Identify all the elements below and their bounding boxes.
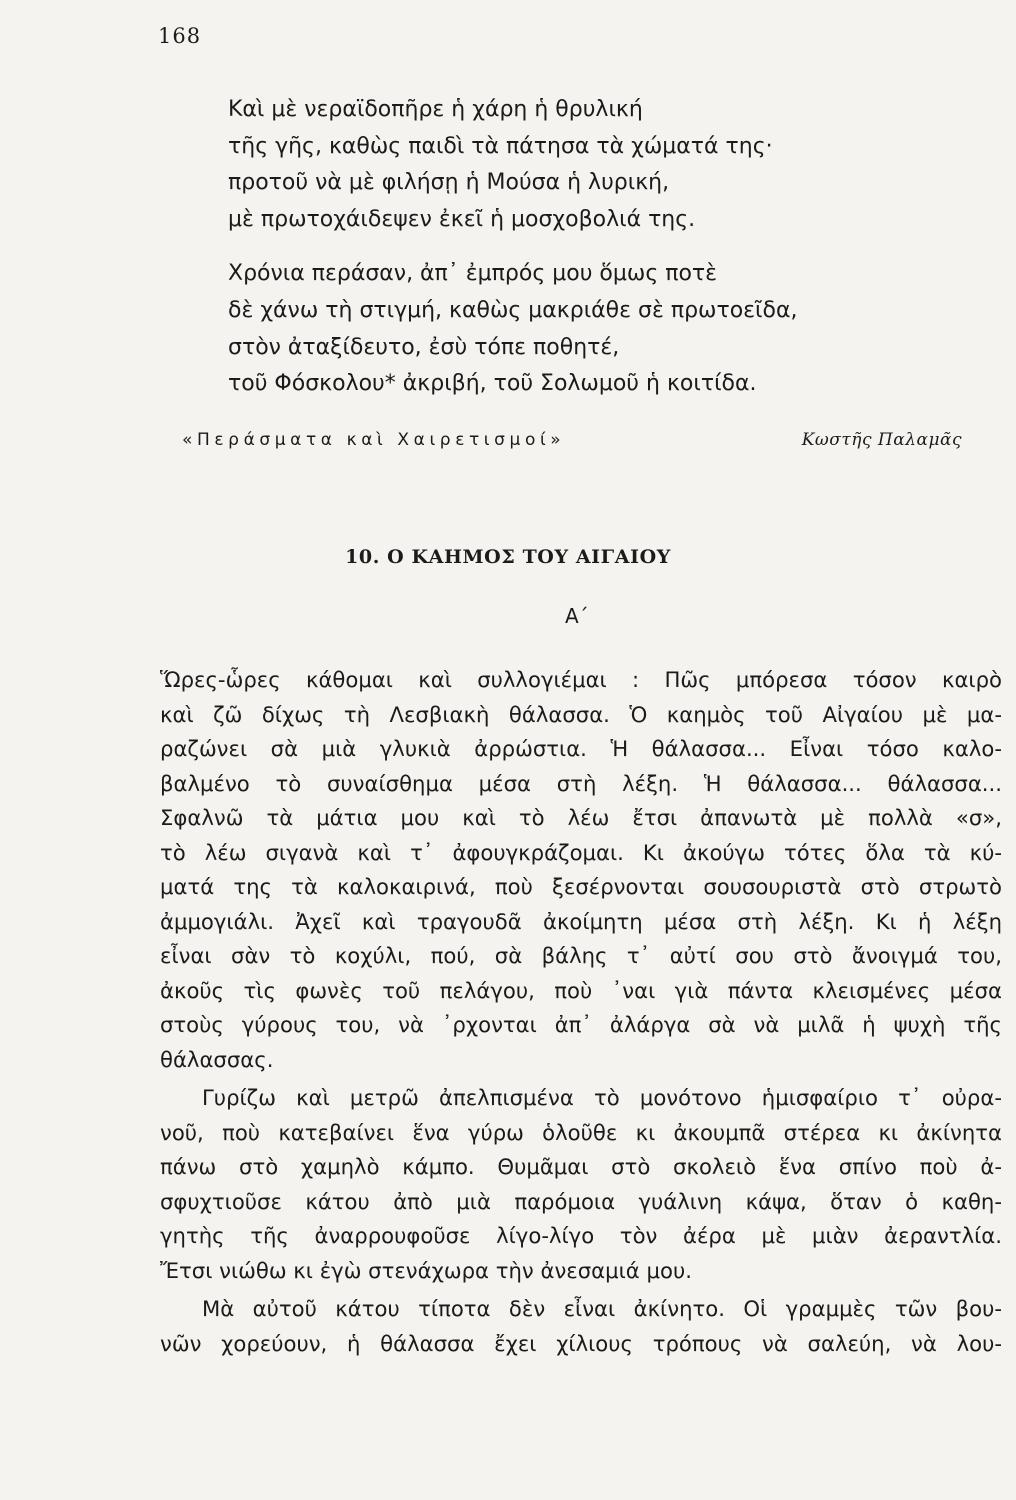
paragraph-1 (160, 663, 1002, 1077)
poem-excerpt (228, 92, 988, 421)
poem-line: προτοῦ νὰ μὲ φιλήσῃ ἡ Μούσα ἡ λυρική, (228, 170, 670, 196)
poem-stanza-2 (228, 256, 988, 402)
text-line: ἀκοῦς τὶς φωνὲς τοῦ πελάγου, ποὺ ᾿ναι γιὰ πάντα κλεισμένες μέσα (160, 977, 1002, 1003)
poem-line: Χρόνια περάσαν, ἀπ᾿ ἐμπρός μου ὅμως ποτὲ (228, 261, 718, 287)
paragraph-2 (160, 1081, 1002, 1288)
poem-attribution (182, 430, 962, 460)
text-line: Μὰ αὐτοῦ κάτου τίποτα δὲν εἶναι ἀκίνητο. Οἱ γραμμὲς τῶν βου- (202, 1296, 1002, 1321)
text-line: στοὺς γύρους του, νὰ ᾿ρχονται ἀπ᾿ ἀλάργα σὰ νὰ μιλᾶ ἡ ψυχὴ τῆς (160, 1012, 1002, 1037)
text-line: εἶναι σὰν τὸ κοχύλι, πού, σὰ βάλης τ᾿ αὐτί σου στὸ ἄνοιγμά του, (160, 943, 1002, 968)
poem-line: τῆς γῆς, καθὼς παιδὶ τὰ πάτησα τὰ χώματά της· (228, 133, 773, 159)
poem-stanza-1 (228, 92, 988, 238)
poem-line: Καὶ μὲ νεραϊδοπῆρε ἡ χάρη ἡ θρυλική (228, 97, 643, 122)
poem-line: στὸν ἀταξίδευτο, ἐσὺ τόπε ποθητέ, (228, 334, 620, 360)
text-line: σφυχτιοῦσε κάτου ἀπὸ μιὰ παρόμοια γυάλινη κάψα, ὅταν ὁ καθη- (160, 1188, 1002, 1214)
text-line: Γυρίζω καὶ μετρῶ ἀπελπισμένα τὸ μονότονο ἡμισφαίριο τ᾿ οὐρα- (202, 1085, 1002, 1110)
text-line: γητὴς τῆς ἀναρρουφοῦσε λίγο-λίγο τὸν ἀέρα μὲ μιὰν ἀεραντλία. (160, 1223, 1002, 1248)
prose-body (160, 663, 1002, 1361)
text-line: θάλασσας. (160, 1046, 274, 1072)
text-line: Σφαλνῶ τὰ μάτια μου καὶ τὸ λέω ἔτσι ἀπανωτὰ μὲ πολλὰ «σ», (160, 805, 1002, 830)
paragraph-3 (160, 1292, 1002, 1361)
poem-author: Κωστῆς Παλαμᾶς (801, 430, 962, 450)
poem-source: «Περάσματα καὶ Χαιρετισμοί» (182, 430, 566, 450)
text-line: ἀμμογιάλι. Ἀχεῖ καὶ τραγουδᾶ ἀκοίμητη μέσα στὴ λέξη. Κι ἡ λέξη (160, 908, 1002, 934)
section-label: Α΄ (565, 604, 589, 628)
text-line: τὸ λέω σιγανὰ καὶ τ᾿ ἀφουγκράζομαι. Κι ἀκούγω τότες ὅλα τὰ κύ- (160, 839, 1002, 865)
chapter-title: 10. Ο ΚΑΗΜΟΣ ΤΟΥ ΑΙΓΑΙΟΥ (345, 546, 671, 568)
text-line: νοῦ, ποὺ κατεβαίνει ἕνα γύρω ὁλοῦθε κι ἀκουμπᾶ στέρεα κι ἀκίνητα (160, 1119, 1002, 1145)
page-number: 168 (158, 24, 202, 48)
text-line: νῶν χορεύουν, ἡ θάλασσα ἔχει χίλιους τρόπους νὰ σαλεύη, νὰ λου- (160, 1330, 1002, 1356)
poem-line: μὲ πρωτοχάιδεψεν ἐκεῖ ἡ μοσχοβολιά της. (228, 206, 696, 232)
text-line: καὶ ζῶ δίχως τὴ Λεσβιακὴ θάλασσα. Ὁ καημὸς τοῦ Αἰγαίου μὲ μα- (160, 701, 1002, 727)
text-line: βαλμένο τὸ συναίσθημα μέσα στὴ λέξη. Ἡ θάλασσα... θάλασσα... (160, 770, 1002, 796)
poem-line: δὲ χάνω τὴ στιγμή, καθὼς μακριάθε σὲ πρωτοεῖδα, (228, 297, 798, 323)
poem-line: τοῦ Φόσκολου* ἀκριβή, τοῦ Σολωμοῦ ἡ κοιτίδα. (228, 371, 757, 397)
text-line: πάνω στὸ χαμηλὸ κάμπο. Θυμᾶμαι στὸ σκολειὸ ἕνα σπίνο ποὺ ἀ- (160, 1154, 1002, 1179)
text-line: ματά της τὰ καλοκαιρινά, ποὺ ξεσέρνονται σουσουριστὰ στὸ στρωτὸ (160, 874, 1002, 899)
text-line: Ὥρες-ὧρες κάθομαι καὶ συλλογιέμαι : Πῶς μπόρεσα τόσον καιρὸ (160, 667, 1002, 692)
text-line: Ἔτσι νιώθω κι ἐγὼ στενάχωρα τὴν ἀνεσαμιά μου. (160, 1257, 692, 1283)
text-line: ραζώνει σὰ μιὰ γλυκιὰ ἀρρώστια. Ἡ θάλασσα... Εἶναι τόσο καλο- (160, 736, 1002, 761)
